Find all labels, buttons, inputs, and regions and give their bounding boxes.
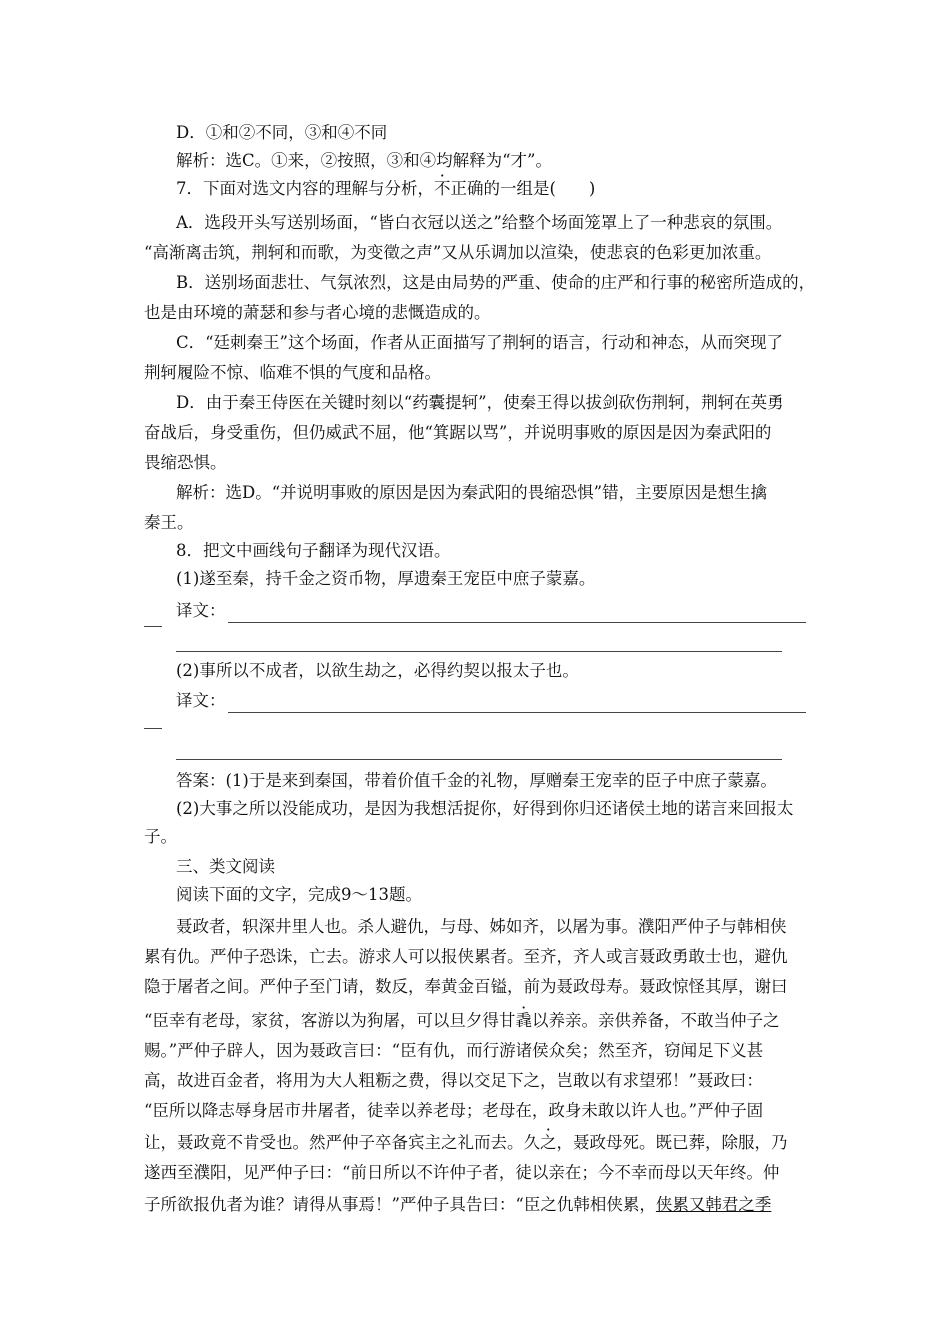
passage-text: 让，聂政竟不肯受也。然严仲子卒备宾主之礼而去。久 (144, 1133, 540, 1152)
q8-sentence-2: (2)事所以不成者，以欲生劫之，必得约契以报太子也。 (176, 661, 579, 680)
q7-option-a-line2: “高渐离击筑，荆轲和而歌，为变徵之声”又从乐调加以渲染，使悲哀的色彩更加浓重。 (144, 243, 772, 262)
q7-emphasis-char: 不 (434, 179, 451, 198)
q8-answer-1: 答案：(1)于是来到秦国，带着价值千金的礼物，厚赠秦王宠幸的臣子中庶子蒙嘉。 (176, 771, 777, 790)
q8-answer-label-2: 译文： (176, 691, 226, 710)
passage-line-9: 遂西至濮阳，见严仲子曰：“前日所以不许仲子者，徒以亲在；今不幸而母以天年终。仲 (144, 1163, 780, 1182)
answer-line-continuation (144, 626, 162, 627)
q7-option-c-line1: C．“廷刺秦王”这个场面，作者从正面描写了荆轲的语言，行动和神态，从而突现了 (176, 333, 783, 352)
q7-option-c-line2: 荆轲履险不惊、临难不惧的气度和品格。 (144, 363, 441, 382)
q7-stem (176, 178, 595, 200)
answer-line[interactable] (176, 759, 782, 760)
q7-stem-text-end: 正确的一组是( ) (450, 179, 596, 198)
q8-stem: 8．把文中画线句子翻译为现代汉语。 (176, 541, 451, 560)
q8-answer-label-1: 译文： (176, 601, 226, 620)
q8-answer-2-line1: (2)大事之所以没能成功，是因为我想活捉你，好得到你归还诸侯土地的诺言来回报太 (176, 799, 794, 818)
q7-option-a-line1: A．选段开头写送别场面，“皆白衣冠以送之”给整个场面笼罩上了一种悲哀的氛围。 (176, 213, 783, 232)
q7-option-b-line1: B．送别场面悲壮、气氛浓烈，这是由局势的严重、使命的庄严和行事的秘密所造成的， (176, 273, 816, 292)
underlined-sentence: 侠累又韩君之季 (655, 1195, 772, 1214)
section-instruction: 阅读下面的文字，完成9～13题。 (176, 885, 422, 904)
passage-line-6: 高，故进百金者，将用为大人粗粝之费，得以交足下之，岂敢以有求望邪！”聂政曰： (144, 1071, 763, 1090)
passage-emphasis-char: 毳 (515, 1011, 532, 1030)
passage-text: ，聂政母死。既已葬，除服，乃 (556, 1133, 788, 1152)
q7-option-b-line2: 也是由环境的萧瑟和参与者心境的悲慨造成的。 (144, 303, 491, 322)
passage-line-5: 赐。”严仲子辟人，因为聂政言曰：“臣有仇，而行游诸侯众矣；然至齐，窃闻足下义甚 (144, 1041, 764, 1060)
answer-line[interactable] (228, 712, 806, 713)
passage-line-1: 聂政者，轵深井里人也。杀人避仇，与母、姊如齐，以屠为事。濮阳严仲子与韩相侠 (176, 917, 787, 936)
passage-line-10 (144, 1194, 771, 1216)
q7-option-d-line3: 畏缩恐惧。 (144, 453, 227, 472)
passage-line-8 (144, 1132, 788, 1154)
passage-line-4 (144, 1010, 779, 1032)
q7-option-d-line1: D．由于秦王侍医在关键时刻以“药囊提轲”，使秦王得以拔剑砍伤荆轲，荆轲在英勇 (176, 393, 784, 412)
q7-analysis-line2: 秦王。 (144, 513, 194, 532)
passage-text: “臣幸有老母，家贫，客游以为狗屠，可以旦夕得甘 (144, 1011, 516, 1030)
passage-emphasis-char: 之 (540, 1133, 557, 1152)
passage-text: 子所欲报仇者为谁？请得从事焉！”严仲子具告曰：“臣之仇韩相侠累， (144, 1195, 656, 1214)
section-title: 三、类文阅读 (176, 857, 275, 876)
passage-line-3: 隐于屠者之间。严仲子至门请，数反，奉黄金百镒，前为聂政母寿。聂政惊怪其厚，谢曰 (144, 977, 788, 996)
q8-sentence-1: (1)遂至秦，持千金之资币物，厚遗秦王宠臣中庶子蒙嘉。 (176, 569, 596, 588)
passage-text: 以养亲。亲供养备，不敢当仲子之 (531, 1011, 780, 1030)
answer-line[interactable] (176, 651, 782, 652)
q7-analysis-line1: 解析：选D。“并说明事败的原因是因为秦武阳的畏缩恐惧”错，主要原因是想生擒 (176, 483, 768, 502)
q7-option-d-line2: 奋战后，身受重伤，但仍威武不屈，他“箕踞以骂”，并说明事败的原因是因为秦武阳的 (144, 423, 772, 442)
q6-analysis: 解析：选C。①来，②按照，③和④均解释为“才”。 (176, 151, 552, 170)
q8-answer-2-line2: 子。 (144, 827, 177, 846)
q6-option-d: D．①和②不同，③和④不同 (176, 123, 388, 142)
passage-line-7: “臣所以降志辱身居市井屠者，徒幸以养老母；老母在，政身未敢以许人也。”严仲子固 (144, 1101, 764, 1120)
answer-line-continuation (144, 728, 162, 729)
q7-stem-text: 7．下面对选文内容的理解与分析， (176, 179, 434, 198)
answer-line[interactable] (228, 622, 806, 623)
passage-line-2: 累有仇。严仲子恐诛，亡去。游求人可以报侠累者。至齐，齐人或言聂政勇敢士也，避仇 (144, 947, 788, 966)
